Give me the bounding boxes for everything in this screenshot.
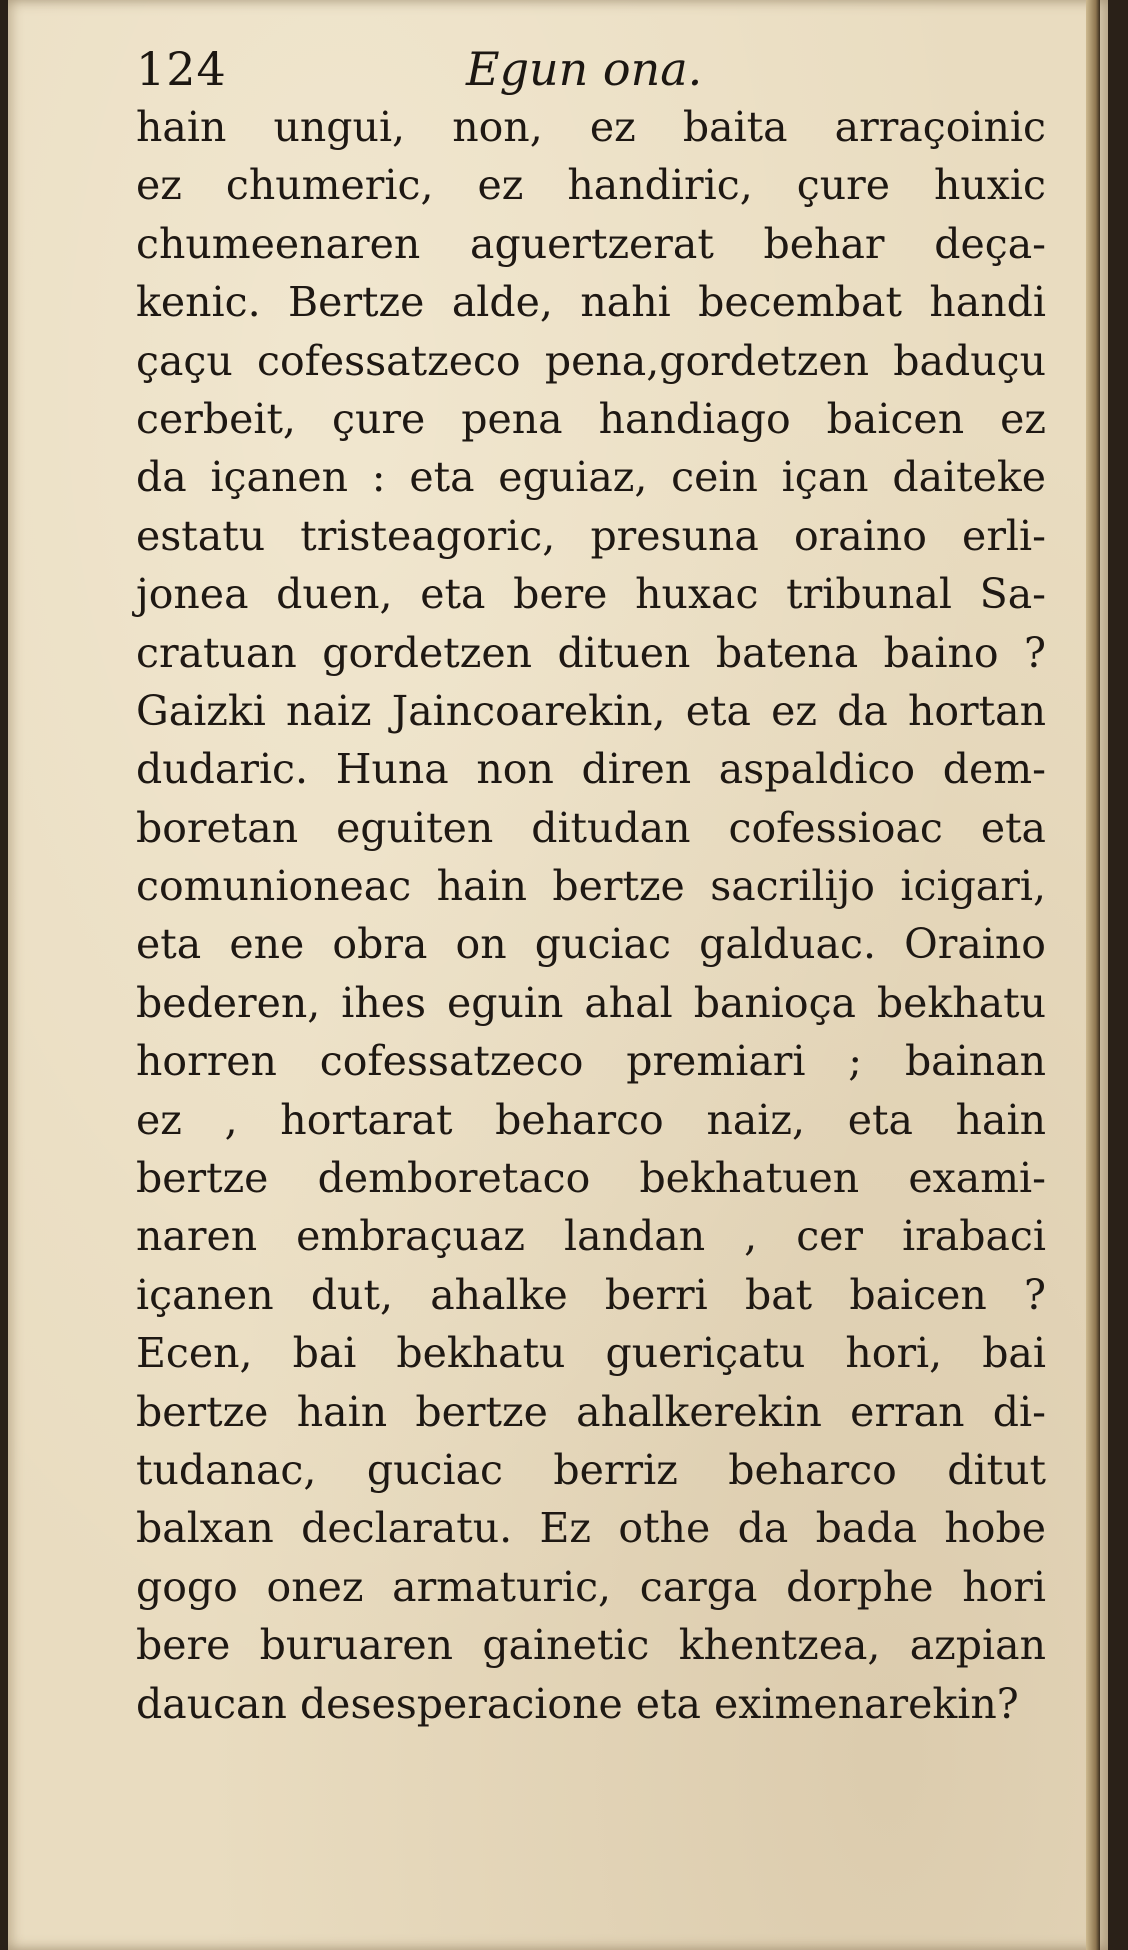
text-line: bertze hain bertze ahalkerekin erran di- xyxy=(136,1387,1046,1436)
text-line: bederen, ihes eguin ahal banioça bekhatu xyxy=(136,978,1046,1027)
text-line: jonea duen, eta bere huxac tribunal Sa- xyxy=(136,570,1046,619)
text-line: gogo onez armaturic, carga dorphe hori xyxy=(136,1562,1046,1611)
text-line: Gaizki naiz Jaincoarekin, eta ez da hortan xyxy=(136,686,1046,735)
text-line: çaçu cofessatzeco pena,gordetzen baduçu xyxy=(136,336,1046,385)
text-line: ez chumeric, ez handiric, çure huxic xyxy=(136,161,1046,210)
text-line: eta ene obra on guciac galduac. Oraino xyxy=(136,920,1046,969)
text-line: estatu tristeagoric, presuna oraino erli- xyxy=(136,511,1046,560)
text-line: naren embraçuaz landan , cer irabaci xyxy=(136,1212,1046,1261)
text-line: da içanen : eta eguiaz, cein içan daiteke xyxy=(136,453,1046,502)
text-line: boretan eguiten ditudan cofessioac eta xyxy=(136,803,1046,852)
running-title: Egun ona. xyxy=(466,42,703,96)
book-page xyxy=(8,0,1108,1950)
text-line: chumeenaren aguertzerat behar deça- xyxy=(136,219,1046,268)
text-line: tudanac, guciac berriz beharco ditut xyxy=(136,1445,1046,1494)
page-number: 124 xyxy=(136,42,227,96)
text-line: balxan declaratu. Ez othe da bada hobe xyxy=(136,1504,1046,1553)
text-line: horren cofessatzeco premiari ; bainan xyxy=(136,1037,1046,1086)
text-line: içanen dut, ahalke berri bat baicen ? xyxy=(136,1270,1046,1319)
text-line: kenic. Bertze alde, nahi becembat handi xyxy=(136,278,1046,327)
text-line: bere buruaren gainetic khentzea, azpian xyxy=(136,1621,1046,1670)
text-line: comunioneac hain bertze sacrilijo icigari, xyxy=(136,862,1046,911)
text-line: cratuan gordetzen dituen batena baino ? xyxy=(136,628,1046,677)
text-line: Ecen, bai bekhatu gueriçatu hori, bai xyxy=(136,1329,1046,1378)
text-line: hain ungui, non, ez baita arraçoinic xyxy=(136,103,1046,151)
page-edge xyxy=(1086,0,1100,1950)
text-line: ez , hortarat beharco naiz, eta hain xyxy=(136,1095,1046,1144)
text-line: dudaric. Huna non diren aspaldico dem- xyxy=(136,745,1046,794)
body-text xyxy=(136,98,1046,1733)
text-line: daucan desesperacione eta eximenarekin? xyxy=(136,1679,1019,1728)
page-header xyxy=(136,36,1036,106)
text-line: bertze demboretaco bekhatuen exami- xyxy=(136,1154,1046,1203)
text-line: cerbeit, çure pena handiago baicen ez xyxy=(136,394,1046,443)
